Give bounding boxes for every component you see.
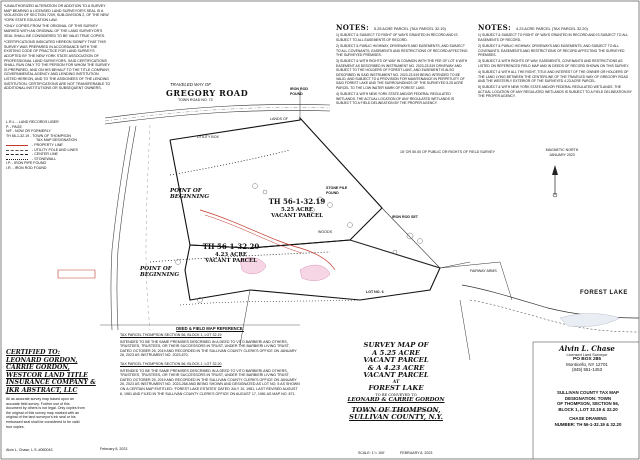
- survey-note: *UNAUTHORIZED ALTERATION OR ADDITION TO A SURVEY MAP BEARING A LICENSED LAND SURVEYOR'S SEAL IS A VIOLATION OF SECTION 7209, SUB-DIVISION 2, OF THE NEW YORK STATE EDUCATION LAW.: [4, 4, 109, 22]
- magnetic-north-label: MAGNETIC NORTH JANUARY 2023: [545, 148, 579, 157]
- legend-item-text: - CENTER LINE: [32, 152, 58, 157]
- note-item: 1) SUBJECT & SUBJECT TO RIGHT OF WAYS GRANTED IN RECORD AND IS SUBJECT TO ALL EASEMENTS OF RECORD.: [336, 33, 458, 42]
- notes-subheading: 4.23 ACRE PARCEL (TAX PARCEL 32.20): [516, 27, 588, 31]
- notes-heading: NOTES:: [478, 23, 512, 32]
- point-of-beginning-b: POINT OF BEGINNING: [140, 266, 180, 278]
- lot-label: LOT NO. 6: [366, 290, 384, 294]
- notes-5-25-acre: [336, 23, 468, 106]
- title-line: LEONARD & CARRIE GORDON: [347, 396, 445, 403]
- deed-parcel-b-text: INTENDED TO BE THE SAME PREMISES DESCRIBED IN A DEED TO VITO BARBIERI AND OTHERS, TRUSTEES, TRUSTEES, OR THEIR SUCCESSORS IN TRUST, UNDER THE BARBIERI LIVING TRUST, DATED OCTOBER 25, 2019 AND RECORDED IN THE SULLIVAN COUNTY CLERK'S OFFICE ON JANUARY 26, 2023 AS INSTRUMENT NO. 2023-268 AND BEING SHOWN AND DESIGNATED AS LOT NO. 5 AS SHOWN ON A CERTAIN MAP ENTITLED: 'FOREST LAKE ESTATES' DATED JULY 10, 1981, LAST REVISED AUGUST 6, 1981 AND FILED IN THE SULLIVAN COUNTY CLERK'S OFFICE ON AUGUST 17, 1981 AS MAP NO. 871.: [120, 368, 300, 396]
- survey-note: *CERTIFICATIONS INDICATED HEREON SIGNIFY THAT THIS SURVEY WAS PREPARED IN ACCORDANCE WITH THE EXISTING CODE OF PRACTICE FOR LAND SURVEYS ADOPTED BY THE NEW YORK STATE ASSOCIATION OF PROFESSIONAL LAND SURVEYORS. SAID CERTIFICATIONS SHALL RUN ONLY TO THE PERSON FOR WHOM THE SURVEY IS PREPARED, AND ON HIS BEHALF TO THE TITLE COMPANY, GOVERNMENTAL AGENCY AND LENDING INSTITUTION LISTED HEREON, AND TO THE ASSIGNEES OF THE LENDING INSTITUTION. CERTIFICATIONS ARE NOT TRANSFERABLE TO ADDITIONAL INSTITUTIONS OR SUBSEQUENT OWNERS.: [4, 40, 111, 91]
- stonewall-swatch: [6, 159, 28, 160]
- note-item: 5) SUBJECT & WITH NEW YORK STATE AND/OR FEDERAL REGULATED WETLANDS. THE ACTUAL LOCATION OF ANY REGULATED WETLANDS IS SUBJECT TO A FIELD DELINEATION BY THE PROPER AGENCY.: [478, 85, 632, 99]
- note-item: 2) SUBJECT & PUBLIC HIGHWAY, DRIVEWAYS AND EASEMENTS, AND SUBJECT TO ALL COVENANTS, EASEMENTS AND RESTRICTIONS OF RECORD AFFECTING THE SURVEYED PREMISES.: [336, 44, 468, 58]
- drawing-number: NUMBER: TH 56-1-32.19 & 32.20: [554, 421, 622, 427]
- tax-map-line: DESIGNATION: TOWN: [564, 395, 612, 401]
- title-line: SULLIVAN COUNTY, N.Y.: [349, 413, 443, 422]
- parcel-b-type: VACANT PARCEL: [205, 258, 257, 264]
- legend-item: L.R.L. - LAND RECORDS LIBER: [6, 120, 59, 124]
- note-item: 2) SUBJECT & PUBLIC HIGHWAY, DRIVEWAYS AND EASEMENTS, AND SUBJECT TO ALL COVENANTS, EASEMENTS AND RESTRICTIONS OF RECORD AFFECTING THE SURVEYED PREMISES.: [478, 44, 625, 58]
- tax-map-line: SULLIVAN COUNTY TAX MAP: [557, 390, 619, 395]
- certified-to-block: [6, 349, 106, 395]
- note-item: 4) SUBJECT & WITH ALL THE RIGHT, TITLE AND INTEREST OF THE OWNER OR HOLDERS OF THE LAND LYING BETWEEN THE CENTERLINE OF THE TRAVELED WAY OF GREGORY ROAD AND THE WESTERLY EXTERIOR OF THE SURVEYED 4.23 ACRE PARCEL.: [478, 70, 629, 84]
- legend-item-text: - STONEWALL: [32, 156, 57, 161]
- deed-heading: DEED & FIELD MAP REFERENCE:: [176, 326, 244, 331]
- title-line: TO BE CONVEYED TO: [375, 392, 417, 397]
- surveyor-name: Alvin L. Chase: [559, 344, 615, 353]
- parcel-a-id: TH 56-1-32.19: [268, 197, 326, 206]
- title-line: VACANT PARCEL: [363, 371, 429, 380]
- notes-4-23-acre: [478, 23, 634, 99]
- tax-map-block: [540, 390, 636, 428]
- title-line: FOREST LAKE: [368, 383, 424, 392]
- legend-item-text: - UTILITY POLE AND LINES: [32, 147, 78, 152]
- title-line: A 5.25 ACRE: [371, 348, 421, 357]
- certified-line: JKR ABSTRACT, LLC: [6, 386, 78, 394]
- title-line: AT: [392, 379, 400, 385]
- parcel-a-type: VACANT PARCEL: [271, 213, 323, 219]
- map-date: FEBRUARY 8, 2023: [400, 451, 433, 455]
- drawing-label: CHASE DRAWING: [569, 416, 607, 422]
- legend-item: N/F - NOW OR FORMERLY: [6, 129, 51, 134]
- legend-item: TH 56-1-32.19 - TOWN OF THOMPSON: [6, 133, 71, 138]
- road-sub: TOWN ROAD NO. 73: [178, 98, 213, 102]
- woods-label: WOODS: [318, 230, 332, 234]
- surveyor-signature-line: Alvin L. Chase, L.S. #050043: [6, 448, 53, 452]
- certified-title: CERTIFIED TO:: [6, 349, 60, 356]
- notes-subheading: 5.25 ACRE PARCEL (TAX PARCEL 32.19): [374, 27, 446, 31]
- deed-parcel-b-caption: TAX PARCEL THOMPSON SECTION 56, BLOCK 1, LOT 32.20: [120, 361, 222, 366]
- note-item: 3) SUBJECT & WITH RIGHTS OF WAY IN COMMON WITH THE FEE OF LOT 6 WITH EASEMENT AS DESCRIBED IN INSTRUMENT NO. 2023-23-519 DRIVEWAY AND SUBJECT TO THE HOLDERS OF FOREST LAKE, AND EASEMENT IS ALSO DESCRIBED IN SAID INSTRUMENT NO. 2023-23-519 BEING INTENDED TO BE VALID, AND SUBJECT TO A PROVISION FOR MAINTENANCE IN PERPETUITY OF SAID FOREST LAKE AND THE SURROUNDINGS OF THE SURVEYED 5.25 ACRE PARCEL TO THE LOW WATER MARK OF FOREST LAKE.: [336, 59, 468, 90]
- forest-lake-label: FOREST LAKE: [580, 290, 628, 296]
- tax-map-line: BLOCK 1, LOT 32.19 & 32.20: [558, 406, 618, 412]
- surveyor-po: PO BOX 285: [573, 357, 601, 362]
- surveyor-city: Monticello, NY 12701: [566, 362, 608, 367]
- utility-line-swatch: [6, 150, 28, 151]
- certification-date: February 8, 2023: [100, 447, 128, 451]
- certified-line: WESTCOR LAND TITLE: [6, 371, 88, 379]
- road-name: GREGORY ROAD: [166, 88, 249, 98]
- parcel-b-label: [196, 242, 266, 264]
- survey-note: *ONLY COPIES FROM THE ORIGINAL OF THIS SURVEY MARKED WITH AN ORIGINAL OF THE LAND SURVEYOR'S SEAL SHALL BE CONSIDERED TO BE VALID TRUE COPIES.: [4, 24, 106, 38]
- legend-item: I.R. - IRON ROD FOUND: [6, 165, 47, 170]
- legend-item: TAX MAP DESIGNATION: [36, 138, 77, 143]
- lands-of-label: LANDS OF: [270, 117, 288, 121]
- deed-parcel-a-text: INTENDED TO BE THE SAME PREMISES DESCRIBED IN A DEED TO VITO BARBIERI AND OTHERS, TRUSTEES, TRUSTEES, OR THEIR SUCCESSORS IN TRUST, UNDER THE BARBIERI LIVING TRUST, DATED OCTOBER 25, 2019 AND RECORDED IN THE SULLIVAN COUNTY CLERK'S OFFICE ON JANUARY 26, 2023 AS INSTRUMENT NO. 2023-570.: [120, 339, 297, 358]
- iron-rod-label: IRON ROD FOUND: [290, 87, 308, 96]
- title-line: TOWN OF THOMPSON,: [351, 405, 441, 414]
- deed-parcel-a-caption: TAX PARCEL THOMPSON SECTION 56, BLOCK 1, LOT 32.19: [120, 333, 222, 337]
- title-line: VACANT PARCEL: [363, 356, 429, 365]
- notes-heading: NOTES:: [336, 23, 370, 32]
- parcel-b-id: TH 56-1-32.20: [202, 242, 260, 251]
- note-item: 4) SUBJECT & WITH NEW YORK STATE AND/OR FEDERAL REGULATED WETLANDS. THE ACTUAL LOCATION OF ANY REGULATED WETLANDS IS SUBJECT TO A FIELD DELINEATION BY THE PROPER AGENCY.: [336, 92, 455, 106]
- certification-disclaimer: All as accurate survey map based upon an accurate field survey. Further use of this document by others is not legal. Only copies from the original of this survey map marked with an original of the land surveyor's ink seal or his embossed seal shall be considered to be valid true copies.: [6, 397, 85, 429]
- note-item: 1) SUBJECT & SUBJECT TO RIGHT OF WAYS GRANTED IN RECORD AND IS SUBJECT TO ALL EASEMENTS OF RECORD.: [478, 33, 629, 42]
- utility-box-label: UTILITY BOX: [197, 135, 219, 139]
- stone-pile-label: STONE PILE FOUND: [326, 186, 348, 195]
- certified-line: CARRIE GORDON,: [6, 364, 70, 372]
- fairway-label: FAIRWAY ARMS: [470, 269, 497, 273]
- iron-rod-set-label: IRON ROD SET: [392, 215, 418, 219]
- center-line-swatch: [6, 154, 28, 155]
- survey-notes: [4, 4, 112, 91]
- tax-map-line: OF THOMPSON, SECTION 56,: [557, 401, 619, 407]
- road-caption: TRAVELED WAY OF: [170, 82, 211, 87]
- surveyor-title: Licensed Land Surveyor: [566, 353, 608, 357]
- scale-label: SCALE: 1"= 100': [358, 451, 385, 455]
- certified-line: LEONARD GORDON,: [6, 356, 78, 364]
- title-line: SURVEY MAP OF: [363, 341, 429, 349]
- notes-footnote: 15' OR 50.00 OF PUBLIC OR RIGHTS OF FIELD SURVEY: [400, 150, 495, 154]
- legend-item: [6, 157, 106, 162]
- parcel-a-acres: 5.25 ACRE: [280, 207, 314, 213]
- legend: [6, 120, 106, 171]
- legend-item: I.P. - IRON PIPE FOUND: [6, 161, 47, 166]
- parcel-a-label: [262, 197, 332, 219]
- point-of-beginning-a: POINT OF BEGINNING: [170, 188, 210, 200]
- surveyor-phone: (845) 551-1453: [571, 367, 603, 372]
- note-item: 3) SUBJECT & WITH RIGHTS OF WAY, EASEMENTS, COVENANTS AND RESTRICTIONS AS LISTED ON REFERENCED FIELD MAP AND IN DEEDS OF RECORD SHOWN ON THIS SURVEY.: [478, 59, 630, 68]
- deed-reference: [120, 326, 300, 396]
- title-block: [330, 342, 462, 422]
- legend-item: P. - PAGE: [6, 124, 22, 129]
- property-line-swatch: [6, 145, 28, 146]
- title-line: & A 4.23 ACRE: [367, 363, 425, 372]
- certified-line: INSURANCE COMPANY &: [6, 379, 96, 387]
- surveyor-block: [540, 344, 634, 372]
- legend-item-text: - PROPERTY LINE: [32, 142, 63, 147]
- parcel-b-acres: 4.23 ACRE: [214, 252, 248, 258]
